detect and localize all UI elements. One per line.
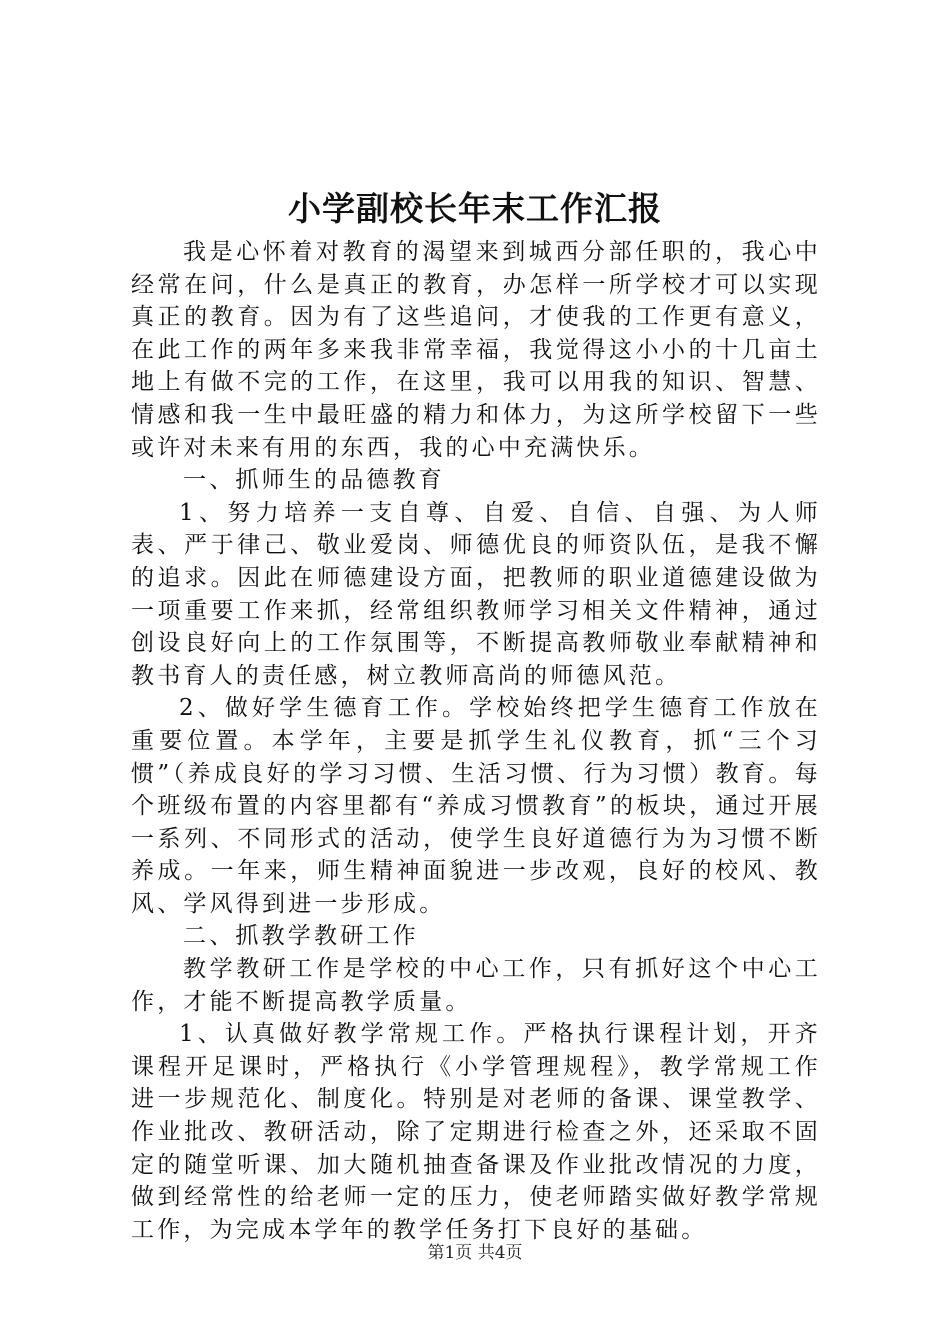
intro-paragraph: 我是心怀着对教育的渴望来到城西分部任职的，我心中经常在问，什么是真正的教育，办怎样一所学校才可以实现真正的教育。因为有了这些追问，才使我的工作更有意义，在此工作的两年多来我非常幸福，我觉得这小小的十几亩土地上有做不完的工作，在这里，我可以用我的知识、智慧、情感和我一生中最旺盛的精力和体力，为这所学校留下一些或许对未来有用的东西，我的心中充满快乐。 — [131, 239, 821, 461]
item-teacher-ethics: 1、努力培养一支自尊、自爱、自信、自强、为人师表、严于律己、敬业爱岗、师德优良的师资队伍，是我不懈的追求。因此在师德建设方面，把教师的职业道德建设做为一项重要工作来抓，经常组织教师学习相关文件精神，通过创设良好向上的工作氛围等，不断提高教师敬业奉献精神和教书育人的责任感，树立教师高尚的师德风范。 — [131, 499, 821, 689]
document-body — [131, 236, 821, 1246]
teaching-research-paragraph: 教学教研工作是学校的中心工作，只有抓好这个中心工作，才能不断提高教学质量。 — [131, 956, 821, 1015]
item-student-moral-education: 2、做好学生德育工作。学校始终把学生德育工作放在重要位置。本学年，主要是抓学生礼仪教育，抓“三个习惯”（养成良好的学习习惯、生活习惯、行为习惯）教育。每个班级布置的内容里都有“养成习惯教育”的板块，通过开展一系列、不同形式的活动，使学生良好道德行为为习惯不断养成。一年来，师生精神面貌进一步改观，良好的校风、教风、学风得到进一步形成。 — [131, 695, 821, 917]
section-heading-moral-education: 一、抓师生的品德教育 — [183, 467, 445, 494]
item-teaching-routine: 1、认真做好教学常规工作。严格执行课程计划，开齐课程开足课时，严格执行《小学管理规程》，教学常规工作进一步规范化、制度化。特别是对老师的备课、课堂教学、作业批改、教研活动，除了定期进行检查之外，还采取不固定的随堂听课、加大随机抽查备课及作业批改情况的力度，做到经常性的给老师一定的压力，使老师踏实做好教学常规工作，为完成本学年的教学任务打下良好的基础。 — [131, 1021, 821, 1243]
page-number-footer: 第1页 共4页 — [427, 1243, 523, 1263]
section-heading-teaching-research: 二、抓教学教研工作 — [183, 923, 419, 950]
document-title: 小学副校长年末工作汇报 — [288, 189, 662, 228]
